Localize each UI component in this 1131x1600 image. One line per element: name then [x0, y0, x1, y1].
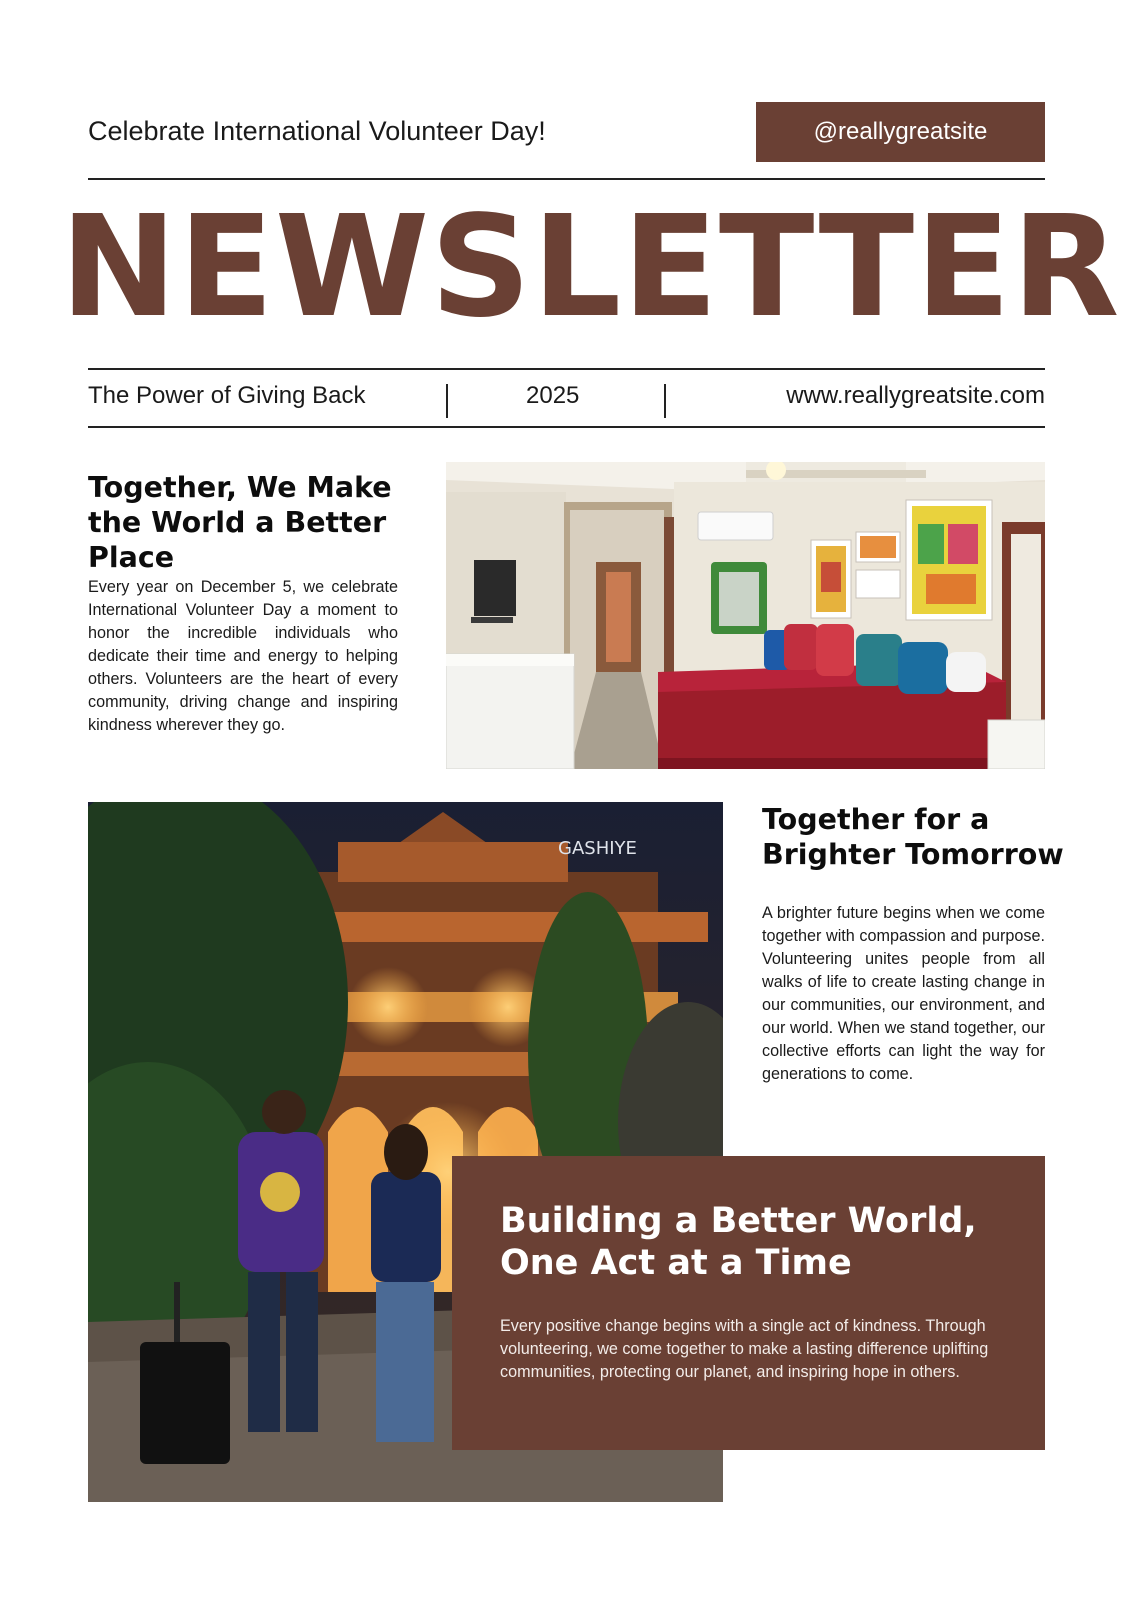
section1-heading: Together, We Make the World a Better Place: [88, 471, 392, 574]
section3-heading: Building a Better World, One Act at a Time: [500, 1201, 977, 1283]
header-tagline: Celebrate International Volunteer Day!: [88, 116, 546, 146]
meta-year: 2025: [526, 382, 580, 409]
meta-separator: [446, 384, 448, 418]
section2-heading: Together for a Brighter Tomorrow: [762, 803, 1064, 871]
masthead-title: NEWSLETTER: [60, 186, 1121, 349]
section3-body: Every positive change begins with a single act of kindness. Through volunteering, we come together to make a lasting difference uplifting communities, protecting our planet, and inspiring hope in others.: [500, 1317, 989, 1381]
palace-sign-text: GASHIYE: [558, 838, 637, 859]
social-handle-badge[interactable]: [756, 102, 1045, 162]
header-divider: [88, 178, 1045, 180]
section1-body: Every year on December 5, we celebrate International Volunteer Day a moment to honor the incredible individuals who dedicate their time and energy to helping others. Volunteers are the heart of every community, driving change and inspiring kindness wherever they go.: [88, 578, 398, 734]
section2-body: A brighter future begins when we come together with compassion and purpose. Volunteering unites people from all walks of life to create lasting change in our communities, our environment, and our world. When we stand together, our collective efforts can light the way for generations to come.: [762, 904, 1045, 1083]
meta-separator: [664, 384, 666, 418]
meta-website-link[interactable]: www.reallygreatsite.com: [786, 382, 1045, 409]
meta-subtitle: The Power of Giving Back: [88, 382, 366, 409]
meta-bottom-divider: [88, 426, 1045, 428]
meta-top-divider: [88, 368, 1045, 370]
social-handle-label: @reallygreatsite: [813, 118, 988, 145]
bedroom-photo: [446, 462, 1045, 769]
